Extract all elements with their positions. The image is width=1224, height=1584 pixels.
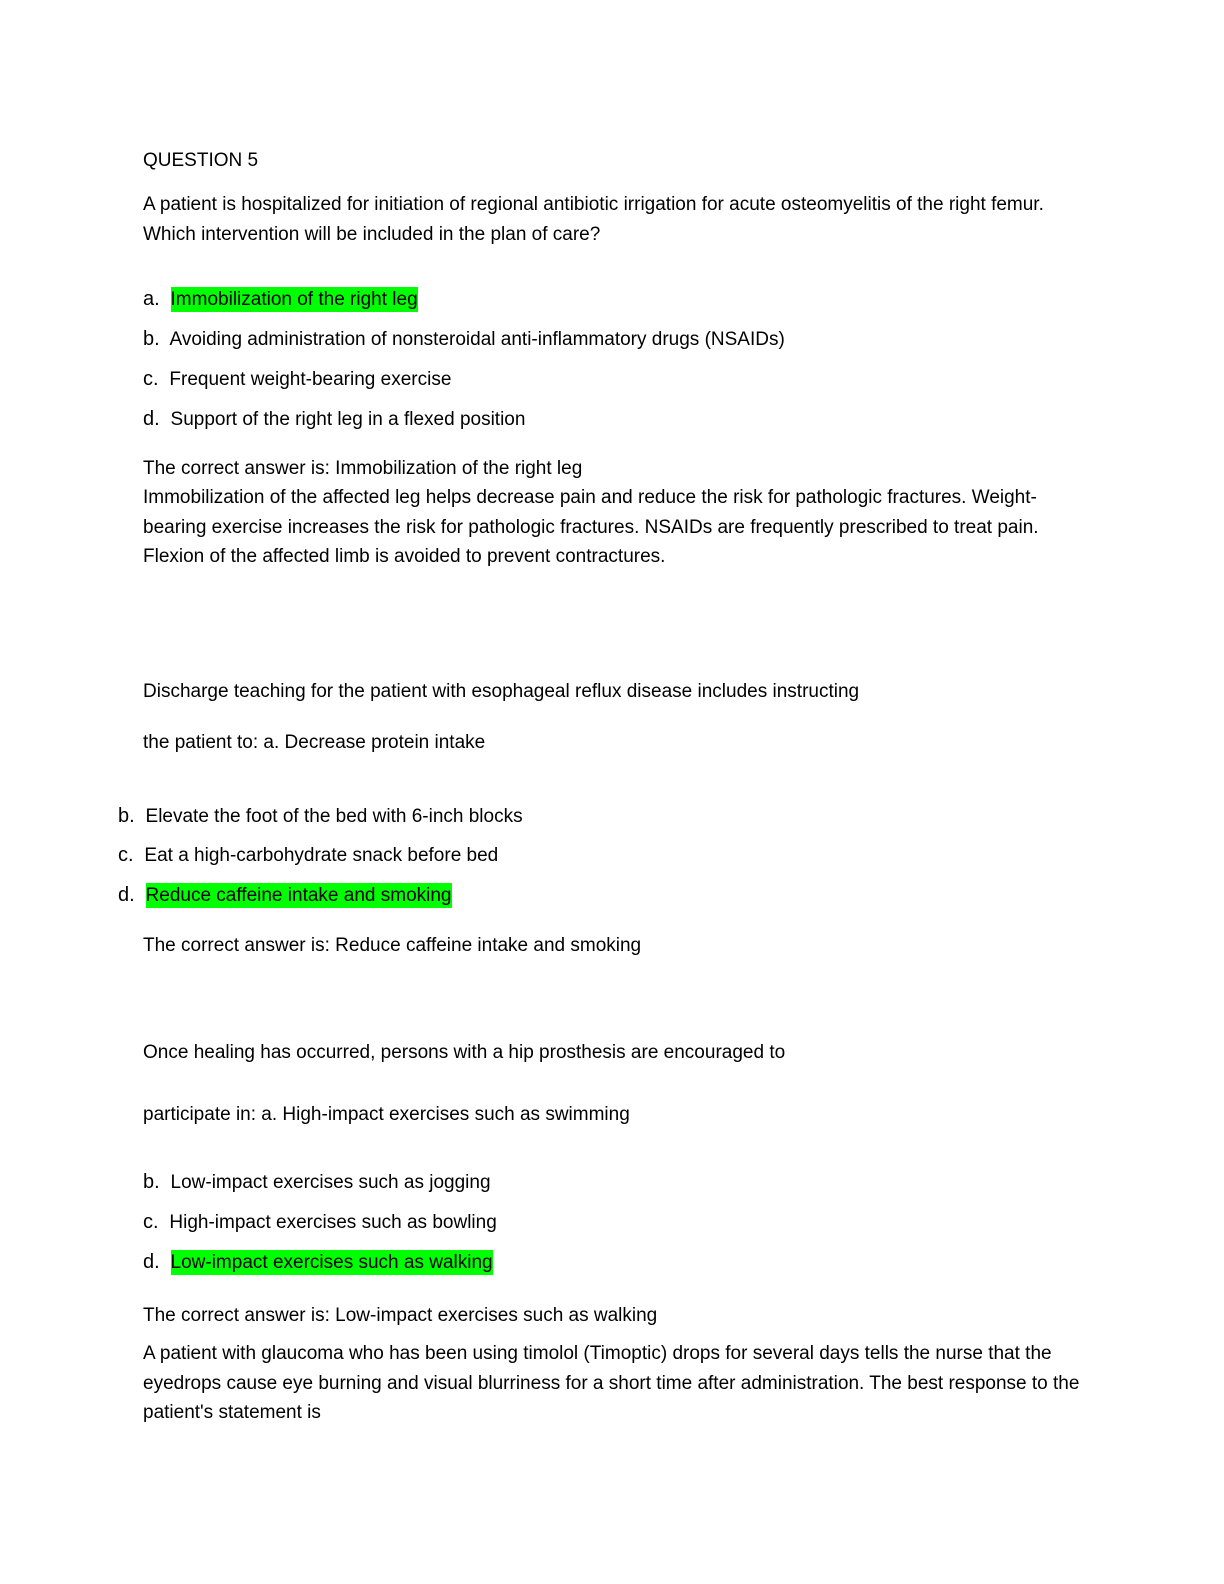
option-letter: b.: [118, 805, 141, 827]
option-text: Frequent weight-bearing exercise: [169, 369, 452, 390]
option-c: [143, 1208, 497, 1237]
option-text-correct: Low-impact exercises such as walking: [170, 1252, 493, 1273]
option-b: [118, 802, 523, 831]
option-letter: a.: [143, 288, 166, 310]
option-a: [143, 285, 418, 314]
option-text: Support of the right leg in a flexed position: [170, 409, 526, 430]
option-letter: d.: [118, 884, 141, 906]
question-stem: A patient with glaucoma who has been using timolol (Timoptic) drops for several days tells the nurse that the eyedrops cause eye burning and visual blurriness for a short time after administration. The best response to the patient's statement is: [143, 1343, 1080, 1423]
option-d: [143, 405, 525, 434]
option-letter: d.: [143, 1251, 166, 1273]
option-b: [143, 325, 785, 354]
option-letter: c.: [143, 1211, 165, 1233]
question-heading: QUESTION 5: [143, 150, 259, 171]
option-text: Avoiding administration of nonsteroidal anti-inflammatory drugs (NSAIDs): [169, 329, 785, 350]
option-text-correct: Reduce caffeine intake and smoking: [145, 885, 452, 906]
option-d: [118, 881, 452, 910]
option-c: [143, 365, 451, 394]
option-text: Eat a high-carbohydrate snack before bed: [144, 845, 499, 866]
option-letter: d.: [143, 408, 166, 430]
option-letter: b.: [143, 328, 166, 350]
question-stem: A patient is hospitalized for initiation of regional antibiotic irrigation for acute osteomyelitis of the right femur. Which intervention will be included in the plan of care?: [143, 194, 1044, 245]
correct-answer: The correct answer is: Low-impact exercises such as walking: [143, 1305, 658, 1326]
option-letter: c.: [143, 368, 165, 390]
option-text: High-impact exercises such as bowling: [169, 1212, 497, 1233]
correct-answer: The correct answer is: Immobilization of the right leg: [143, 458, 583, 479]
option-c: [118, 841, 498, 870]
question-stem-line: Discharge teaching for the patient with esophageal reflux disease includes instructing: [143, 681, 860, 702]
question-stem-line: Once healing has occurred, persons with a hip prosthesis are encouraged to: [143, 1042, 786, 1063]
option-letter: c.: [118, 844, 140, 866]
question-stem-line: participate in: a. High-impact exercises such as swimming: [143, 1104, 630, 1125]
option-letter: b.: [143, 1171, 166, 1193]
option-b: [143, 1168, 491, 1197]
option-text-correct: Immobilization of the right leg: [170, 289, 418, 310]
correct-answer: The correct answer is: Reduce caffeine intake and smoking: [143, 935, 642, 956]
option-text: Elevate the foot of the bed with 6-inch blocks: [145, 806, 523, 827]
question-stem-line: the patient to: a. Decrease protein intake: [143, 732, 486, 753]
option-text: Low-impact exercises such as jogging: [170, 1172, 491, 1193]
answer-explanation: Immobilization of the affected leg helps decrease pain and reduce the risk for pathologic fractures. Weight-bearing exercise increases the risk for pathologic fractures. NSAIDs are frequently prescribed to treat pain. Flexion of the affected limb is avoided to prevent contractures.: [143, 487, 1039, 567]
option-d: [143, 1248, 493, 1277]
